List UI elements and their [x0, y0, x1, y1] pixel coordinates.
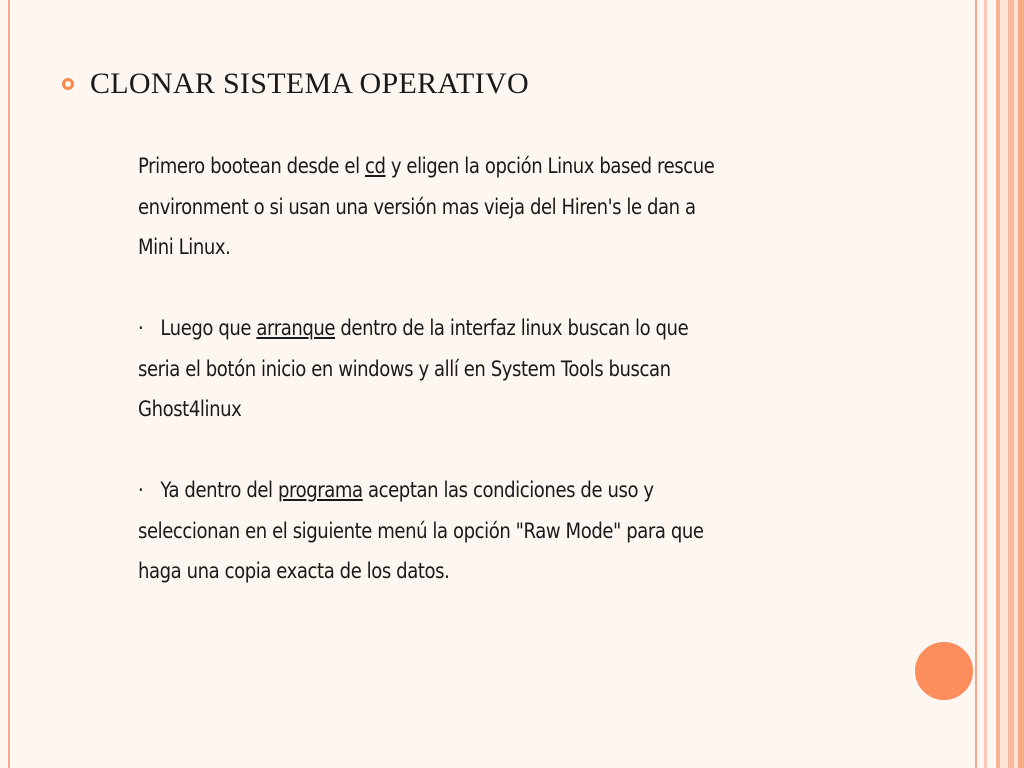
slide-body [138, 146, 774, 592]
text-segment: dentro de la interfaz linux buscan lo que [335, 316, 689, 340]
decorative-circle [913, 640, 975, 702]
paragraph-1-line-3: Mini Linux. [138, 235, 231, 259]
slide-title: CLONAR SISTEMA OPERATIVO [90, 67, 529, 100]
bullet-dot: · [138, 478, 144, 502]
frame-right-line [975, 0, 977, 768]
title-row [62, 64, 529, 104]
paragraph-3-line-1 [138, 470, 774, 511]
bullet-dot: · [138, 316, 144, 340]
spacer [138, 430, 774, 471]
text-segment: Primero bootean desde el [138, 154, 365, 178]
text-segment: Luego que [160, 316, 257, 340]
link-arranque[interactable]: arranque [256, 316, 336, 340]
text-segment: aceptan las condiciones de uso y [362, 478, 654, 502]
spacer [138, 268, 774, 309]
decorative-edge-stripes [978, 0, 1024, 768]
paragraph-3-line-3: haga una copia exacta de los datos. [138, 559, 450, 583]
paragraph-1-line-1 [138, 146, 774, 187]
paragraph-2-line-1 [138, 308, 774, 349]
circle-bullet-icon [62, 78, 74, 90]
paragraph-3-line-2: seleccionan en el siguiente menú la opción "Raw Mode" para que [138, 518, 704, 543]
frame-left-line [8, 0, 10, 768]
text-segment: Ya dentro del [160, 478, 278, 502]
link-programa[interactable]: programa [277, 478, 363, 502]
text-segment: y eligen la opción Linux based rescue [385, 154, 715, 178]
link-cd[interactable]: cd [364, 154, 386, 178]
paragraph-2-line-3: Ghost4linux [138, 397, 242, 421]
paragraph-1-line-2: environment o si usan una versión mas vieja del Hiren's le dan a [138, 194, 696, 219]
paragraph-2-line-2: seria el botón inicio en windows y allí en System Tools buscan [138, 356, 671, 381]
